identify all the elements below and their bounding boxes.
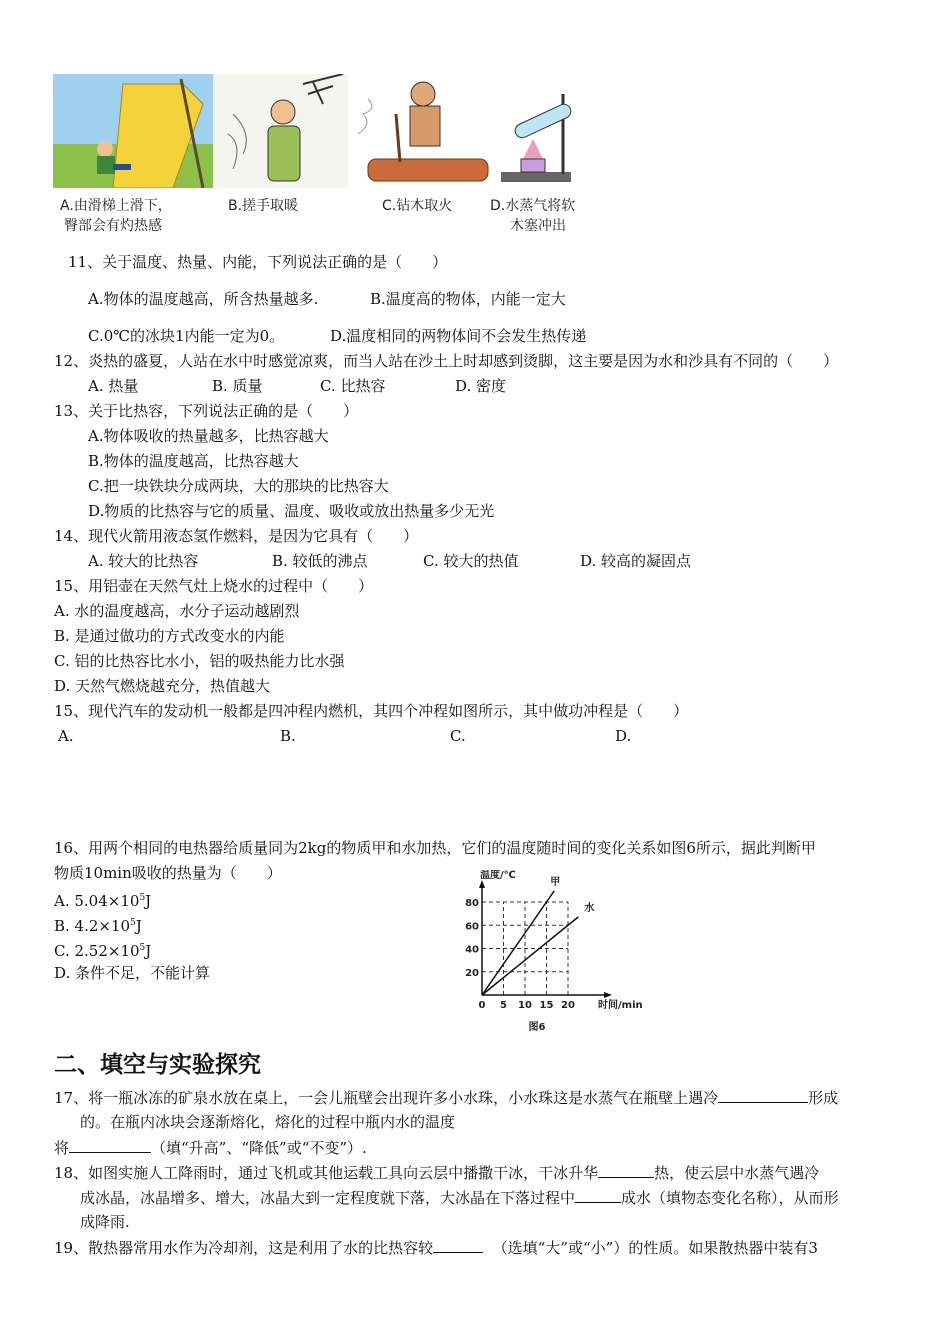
q16-stem-line1: 16、用两个相同的电热器给质量同为2kg的物质甲和水加热，它们的温度随时间的变化关系如图6所示，据此判断甲 xyxy=(54,839,816,857)
q15b-option-c: C. xyxy=(450,727,466,745)
q14-option-a: A. 较大的比热容 xyxy=(88,552,199,570)
section-title: 二、填空与实验探究 xyxy=(54,1052,261,1078)
q12-option-d: D. 密度 xyxy=(455,377,507,395)
figure-b-rub-hands xyxy=(213,74,348,188)
q12-option-a: A. 热量 xyxy=(88,377,139,395)
y-tick-label: 20 xyxy=(465,967,479,979)
caption-a2: 臀部会有灼热感 xyxy=(64,218,162,234)
series-line-ext-2 xyxy=(568,917,578,925)
q12-option-b: B. 质量 xyxy=(212,377,263,395)
q15a-stem: 15、用铝壶在天然气灶上烧水的过程中（ ） xyxy=(54,577,374,595)
caption-a: A.由滑梯上滑下， xyxy=(60,198,172,214)
figure-c-drill-fire xyxy=(348,74,493,188)
y-tick-label: 40 xyxy=(465,944,479,956)
y-axis-arrow xyxy=(479,880,485,888)
y-tick-label: 60 xyxy=(465,921,479,933)
caption-c: C.钻木取火 xyxy=(382,198,453,214)
q13-option-b: B.物体的温度越高，比热容越大 xyxy=(88,452,299,470)
q19-blank-1[interactable] xyxy=(433,1237,483,1253)
figure-a-slide xyxy=(53,74,213,188)
q16-option-d: D. 条件不足，不能计算 xyxy=(54,964,211,982)
q19-line1: 19、散热器常用水作为冷却剂，这是利用了水的比热容较 （选填“大”或“小”）的性质。如果散热器中装有3 xyxy=(54,1239,818,1257)
q11-option-b: B.温度高的物体，内能一定大 xyxy=(370,290,566,308)
q14-stem: 14、现代火箭用液态氢作燃料，是因为它具有（ ） xyxy=(54,527,419,545)
q18-line1: 18、如图实施人工降雨时，通过飞机或其他运载工具向云层中播撒干冰，干冰升华 热，使云层中水蒸气遇冷 xyxy=(54,1164,820,1182)
q11-stem: 11、关于温度、热量、内能，下列说法正确的是（ ） xyxy=(68,253,448,271)
series-label-2: 水 xyxy=(584,902,595,914)
x-tick-label: 20 xyxy=(561,1000,575,1011)
x-tick-label: 10 xyxy=(518,1000,532,1011)
q17-line1: 17、将一瓶冰冻的矿泉水放在桌上，一会儿瓶壁会出现许多小水珠，小水珠这是水蒸气在瓶壁上遇冷 形成 xyxy=(54,1089,839,1107)
figure6-chart xyxy=(455,870,655,1035)
q14-option-b: B. 较低的沸点 xyxy=(272,552,368,570)
y-axis-label: 温度/℃ xyxy=(480,870,516,881)
q15a-option-c: C. 铝的比热容比水小，铝的吸热能力比水强 xyxy=(54,652,345,670)
x-axis-arrow xyxy=(604,992,612,998)
q15b-option-b: B. xyxy=(280,727,296,745)
q11-option-c: C.0℃的冰块1内能一定为0。 xyxy=(88,327,285,345)
q12-stem: 12、炎热的盛夏，人站在水中时感觉凉爽，而当人站在沙土上时却感到烫脚，这主要是因为水和沙具有不同的（ ） xyxy=(54,352,839,370)
q15b-option-a: A. xyxy=(58,727,74,745)
q13-option-c: C.把一块铁块分成两块，大的那块的比热容大 xyxy=(88,477,389,495)
x-tick-label: 15 xyxy=(539,1000,554,1011)
q15a-option-b: B. 是通过做功的方式改变水的内能 xyxy=(54,627,285,645)
y-tick-label: 80 xyxy=(465,898,479,909)
q16-option-b: B. $4.2\times 10^5J$ xyxy=(54,917,142,935)
chart-title: 图6 xyxy=(528,1022,546,1033)
q18-line2: 成冰晶，冰晶增多、增大，冰晶大到一定程度就下落，大冰晶在下落过程中 成水（填物态变化名称），从而形 xyxy=(80,1189,839,1207)
q17-blank-1[interactable] xyxy=(718,1087,808,1103)
q15a-option-d: D. 天然气燃烧越充分，热值越大 xyxy=(54,677,271,695)
figure-d-test-tube xyxy=(493,74,593,188)
q18-blank-1[interactable] xyxy=(598,1162,654,1178)
q13-option-a: A.物体吸收的热量越多，比热容越大 xyxy=(88,427,329,445)
x-axis-label: 时间/min xyxy=(598,1000,643,1011)
q13-option-d: D.物质的比热容与它的质量、温度、吸收或放出热量多少无光 xyxy=(88,502,495,520)
q17-line3: 将 （填“升高”、“降低”或“不变”）. xyxy=(54,1139,367,1157)
q11-option-d: D.温度相同的两物体间不会发生热传递 xyxy=(330,327,587,345)
x-tick-label: 0 xyxy=(478,1000,486,1011)
q11-option-a: A.物体的温度越高，所含热量越多. xyxy=(88,290,319,308)
x-tick-label: 5 xyxy=(500,1000,507,1011)
q15b-option-d: D. xyxy=(615,727,632,745)
q12-option-c: C. 比热容 xyxy=(320,377,386,395)
caption-b: B.搓手取暖 xyxy=(228,198,299,214)
series-line-ext-1 xyxy=(547,891,555,902)
q15b-stem: 15、现代汽车的发动机一般都是四冲程内燃机，其四个冲程如图所示，其中做功冲程是（ ） xyxy=(54,702,689,720)
q16-option-c: C. $2.52\times 10^5J$ xyxy=(54,942,152,960)
q15a-option-a: A. 水的温度越高，水分子运动越剧烈 xyxy=(54,602,300,620)
q16-option-a: A. $5.04\times 10^5J$ xyxy=(54,892,152,910)
q14-option-d: D. 较高的凝固点 xyxy=(580,552,692,570)
series-label-1: 甲 xyxy=(550,876,561,888)
q18-line3: 成降雨. xyxy=(80,1213,130,1231)
q17-line2: 的。在瓶内冰块会逐渐熔化，熔化的过程中瓶内水的温度 xyxy=(80,1113,456,1131)
caption-d: D.水蒸气将软 xyxy=(490,198,576,214)
q16-stem-line2: 物质10min吸收的热量为（ ） xyxy=(54,864,282,882)
q13-stem: 13、关于比热容，下列说法正确的是（ ） xyxy=(54,402,359,420)
q17-blank-2[interactable] xyxy=(69,1137,151,1153)
q18-blank-2[interactable] xyxy=(575,1187,621,1203)
q14-option-c: C. 较大的热值 xyxy=(423,552,519,570)
caption-d2: 木塞冲出 xyxy=(510,218,566,234)
